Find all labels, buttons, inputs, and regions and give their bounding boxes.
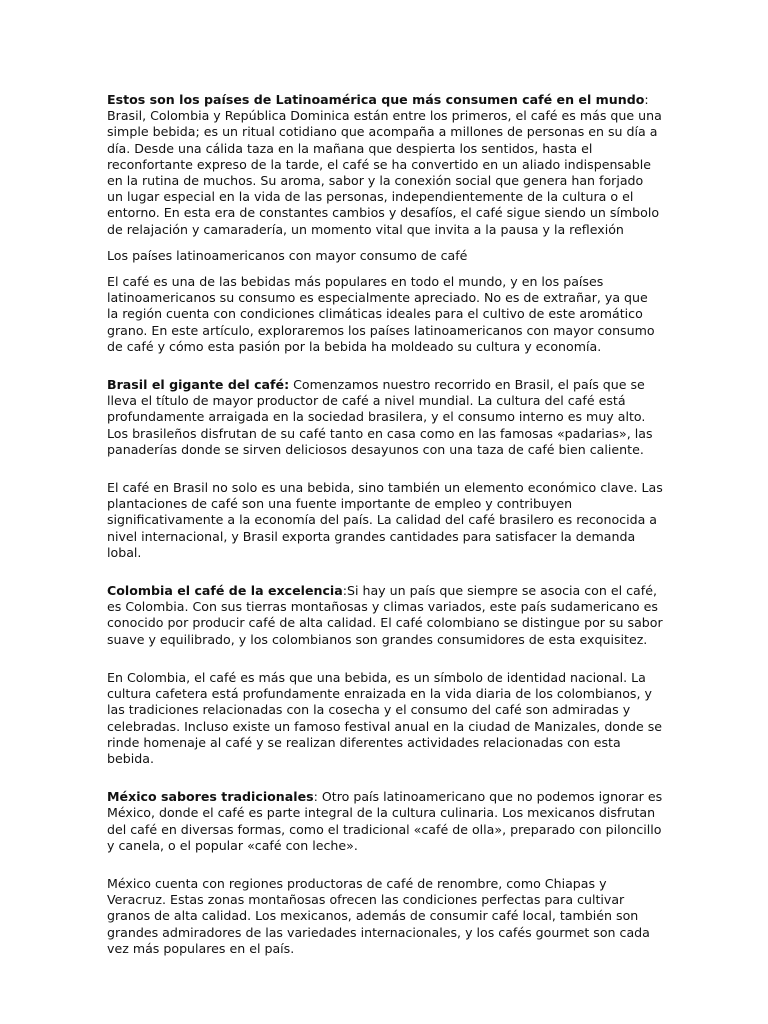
text-line: nivel internacional, y Brasil exporta grandes cantidades para satisfacer la demanda — [107, 528, 636, 544]
text-line: vez más populares en el país. — [107, 940, 295, 956]
text-line: es Colombia. Con sus tierras montañosas y climas variados, este país sudamericano es — [107, 599, 658, 615]
mexico-heading-line: México sabores tradicionales: Otro país latinoamericano que no podemos ignorar es — [107, 789, 663, 805]
mexico-second-paragraph — [107, 876, 667, 957]
colombia-second-paragraph — [107, 670, 667, 767]
text-line: día. Desde una cálida taza en la mañana que despierta los sentidos, hasta el — [107, 140, 593, 156]
text-line: Brasil, Colombia y República Dominica están entre los primeros, el café es más que una — [107, 108, 662, 124]
document-page — [107, 92, 667, 957]
text-line: conocido por producir café de alta calidad. El café colombiano se distingue por su sabor — [107, 615, 663, 631]
text-line: lleva el título de mayor productor de café a nivel mundial. La cultura del café está — [107, 393, 626, 409]
text-line: En Colombia, el café es más que una bebida, es un símbolo de identidad nacional. La — [107, 669, 646, 685]
text-line: Veracruz. Estas zonas montañosas ofrecen las condiciones perfectas para cultivar — [107, 892, 625, 908]
mexico-paragraph — [107, 789, 667, 854]
colombia-paragraph — [107, 583, 667, 648]
text-line: un lugar especial en la vida de las personas, independientemente de la cultura o el — [107, 189, 634, 205]
intro-heading: Estos son los países de Latinoamérica que más consumen café en el mundo — [107, 92, 645, 107]
text-line: profundamente arraigada en la sociedad brasilera, y el consumo interno es muy alto. — [107, 409, 646, 425]
text-line: simple bebida; es un ritual cotidiano que acompaña a millones de personas en su día a — [107, 124, 658, 140]
section-subtitle: Los países latinoamericanos con mayor consumo de café — [107, 247, 468, 263]
brasil-second-paragraph — [107, 480, 667, 561]
colombia-heading-line: Colombia el café de la excelencia:Si hay un país que siempre se asocia con el café, — [107, 583, 657, 599]
intro-paragraph — [107, 92, 667, 238]
text-line: latinoamericanos su consumo es especialmente apreciado. No es de extrañar, ya que — [107, 290, 648, 306]
brasil-heading: Brasil el gigante del café: — [107, 377, 290, 393]
text-line: panaderías donde se sirven deliciosos desayunos con una taza de café bien caliente. — [107, 441, 644, 457]
text-line: cultura cafetera está profundamente enraizada en la vida diaria de los colombianos, y — [107, 686, 652, 702]
text-line: granos de alta calidad. Los mexicanos, además de consumir café local, también son — [107, 908, 639, 924]
text-line: celebradas. Incluso existe un famoso festival anual en la ciudad de Manizales, donde se — [107, 718, 663, 734]
text-line: lobal. — [107, 544, 142, 560]
colombia-heading: Colombia el café de la excelencia — [107, 583, 343, 599]
text-line: las tradiciones relacionadas con la cosecha y el consumo del café son admiradas y — [107, 702, 631, 718]
general-paragraph — [107, 274, 667, 355]
text-line: plantaciones de café son una fuente importante de empleo y contribuyen — [107, 496, 573, 512]
text-line: rinde homenaje al café y se realizan diferentes actividades relacionadas con esta — [107, 734, 621, 750]
text-line: Los brasileños disfrutan de su café tanto en casa como en las famosas «padarias», las — [107, 425, 653, 441]
text-line: grandes admiradores de las variedades internacionales, y los cafés gourmet son cada — [107, 924, 650, 940]
intro-heading-line: Estos son los países de Latinoamérica que más consumen café en el mundo: — [107, 92, 649, 107]
text-line: en la rutina de muchos. Su aroma, sabor y la conexión social que genera han forjado — [107, 173, 644, 189]
text-line: grano. En este artículo, exploraremos los países latinoamericanos con mayor consumo — [107, 322, 655, 338]
text-line: la región cuenta con condiciones climáticas ideales para el cultivo de este aromático — [107, 306, 643, 322]
text-line: México cuenta con regiones productoras de café de renombre, como Chiapas y — [107, 875, 607, 891]
text-line: de café y cómo esta pasión por la bebida ha moldeado su cultura y economía. — [107, 338, 602, 354]
brasil-paragraph — [107, 377, 667, 458]
text-line: bebida. — [107, 750, 154, 766]
text-line: México, donde el café es parte integral de la cultura culinaria. Los mexicanos disfrutan — [107, 805, 656, 821]
brasil-heading-line: Brasil el gigante del café: Comenzamos nuestro recorrido en Brasil, el país que se — [107, 377, 645, 393]
text-line: El café es una de las bebidas más populares en todo el mundo, y en los países — [107, 274, 604, 290]
text-line: y canela, o el popular «café con leche». — [107, 837, 358, 853]
text-line: El café en Brasil no solo es una bebida, sino también un elemento económico clave. Las — [107, 480, 663, 496]
mexico-heading: México sabores tradicionales — [107, 789, 314, 805]
text-line: suave y equilibrado, y los colombianos son grandes consumidores de esta exquisitez. — [107, 631, 648, 647]
text-line: entorno. En esta era de constantes cambios y desafíos, el café sigue siendo un símbolo — [107, 205, 660, 221]
text-line: reconfortante expreso de la tarde, el café se ha convertido en un aliado indispensable — [107, 156, 651, 172]
text-line: significativamente a la economía del país. La calidad del café brasilero es reconocida a — [107, 512, 658, 528]
text-line: del café en diversas formas, como el tradicional «café de olla», preparado con piloncillo — [107, 821, 662, 837]
text-line: de relajación y camaradería, un momento vital que invita a la pausa y la reflexión — [107, 221, 624, 237]
